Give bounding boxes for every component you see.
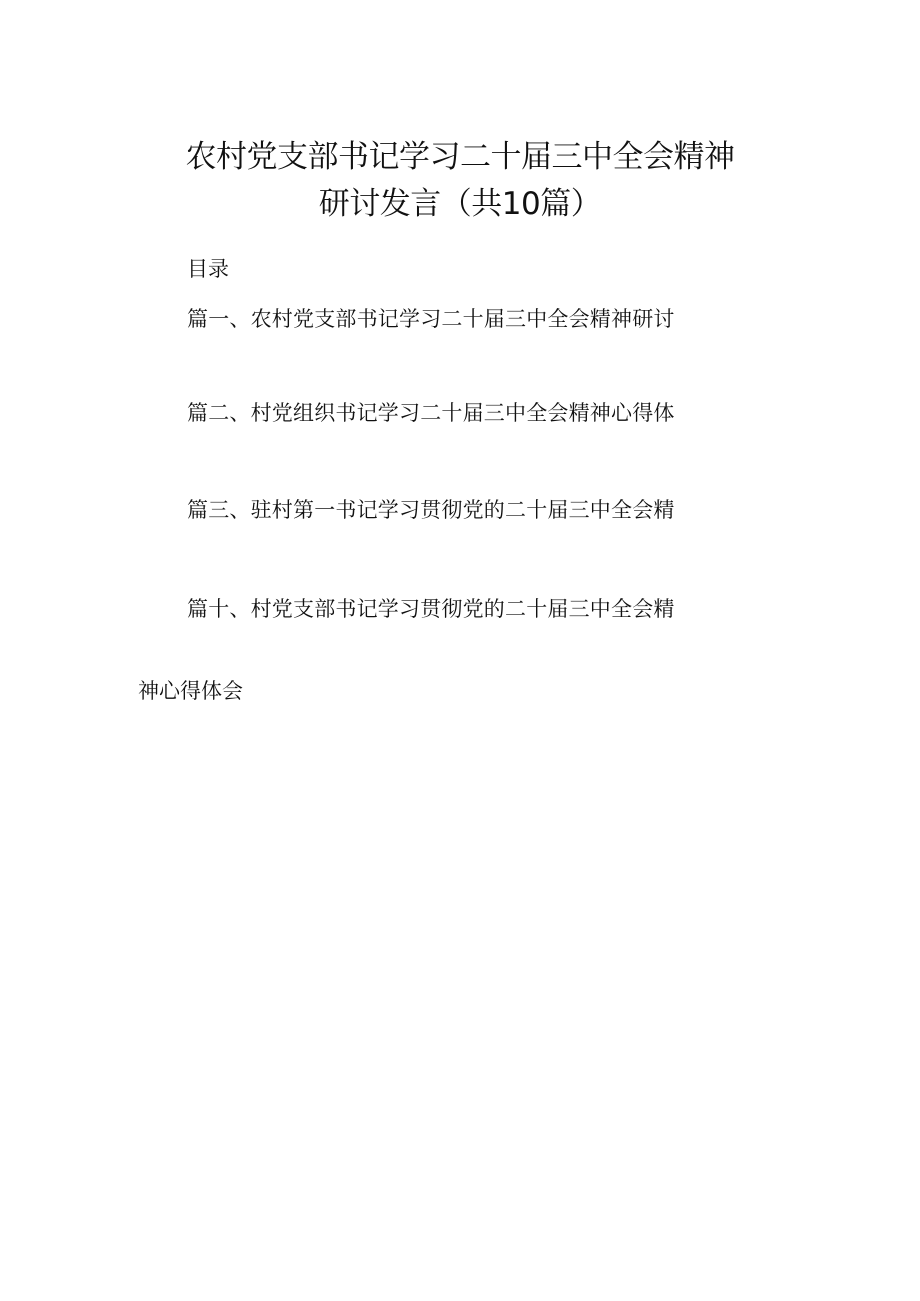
toc-entry-10-continuation[interactable]: 神心得体会 bbox=[138, 679, 243, 703]
toc-entry-1[interactable]: 篇一、农村党支部书记学习二十届三中全会精神研讨 bbox=[187, 307, 675, 331]
toc-entry-3[interactable]: 篇三、驻村第一书记学习贯彻党的二十届三中全会精 bbox=[187, 498, 675, 522]
toc-entry-2[interactable]: 篇二、村党组织书记学习二十届三中全会精神心得体 bbox=[187, 401, 675, 425]
toc-heading: 目录 bbox=[187, 257, 229, 281]
document-title-line-2: 研讨发言（共10篇） bbox=[318, 186, 602, 222]
toc-entry-10[interactable]: 篇十、村党支部书记学习贯彻党的二十届三中全会精 bbox=[187, 597, 675, 621]
document-title-line-1: 农村党支部书记学习二十届三中全会精神 bbox=[185, 139, 735, 175]
